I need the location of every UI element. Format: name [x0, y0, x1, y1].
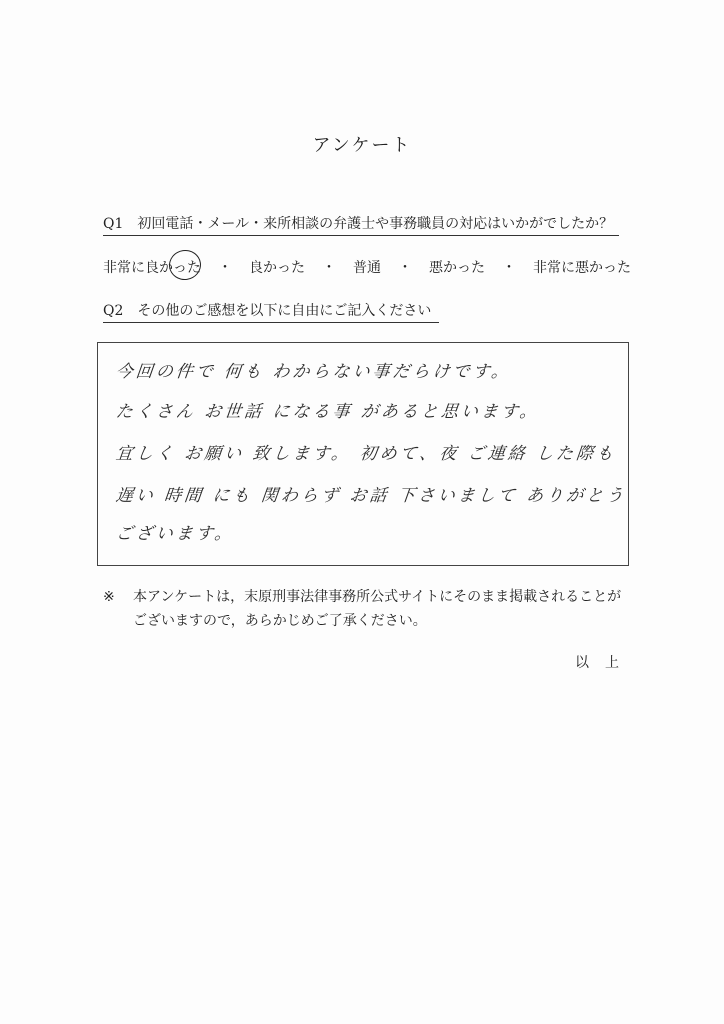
question-2-number: Q2: [103, 303, 124, 319]
question-1-number: Q1: [103, 216, 124, 232]
publication-note: [103, 585, 623, 633]
question-2: [103, 300, 439, 323]
closing-text: 以上: [575, 655, 635, 671]
handwritten-line-1: 今回の件で 何も わからない事だらけです。: [114, 362, 513, 382]
selected-circle-mark: [167, 248, 203, 282]
question-1-choices: [103, 257, 631, 277]
choice-bad-label: 悪かった: [429, 260, 485, 276]
choice-average: [353, 257, 381, 277]
choice-very-good: [103, 257, 201, 277]
choice-good-label: 良かった: [249, 260, 305, 276]
handwritten-line-3: 宜しく お願い 致します。 初めて、夜 ご連絡 した際も: [114, 444, 618, 464]
question-1-text: 初回電話・メール・来所相談の弁護士や事務職員の対応はいかがでしたか？: [137, 216, 614, 232]
question-2-text: その他のご感想を以下に自由にご記入ください: [137, 303, 432, 319]
choice-separator: ・: [502, 260, 516, 276]
handwritten-line-5: ございます。: [114, 524, 236, 544]
note-mark: ※: [103, 589, 115, 605]
choice-very-bad-label: 非常に悪かった: [533, 260, 631, 276]
choice-bad: [429, 257, 485, 277]
handwritten-line-2: たくさん お世話 になる事 があると思います。: [114, 402, 541, 422]
choice-separator: ・: [398, 260, 412, 276]
choice-average-label: 普通: [353, 260, 381, 276]
handwritten-line-4: 遅い 時間 にも 関わらず お話 下さいまして ありがとう: [114, 486, 628, 506]
page-title: アンケート: [312, 135, 412, 156]
free-answer-box: [97, 342, 629, 566]
choice-very-good-label: 非常に良かった: [103, 260, 201, 276]
choice-separator: ・: [322, 260, 336, 276]
choice-separator: ・: [218, 260, 232, 276]
note-text: 本アンケートは，末原刑事法律事務所公式サイトにそのまま掲載されることがございますので，あらかじめご了承ください。: [133, 589, 622, 629]
choice-very-bad: [533, 257, 631, 277]
question-1: [103, 213, 619, 236]
choice-good: [249, 257, 305, 277]
